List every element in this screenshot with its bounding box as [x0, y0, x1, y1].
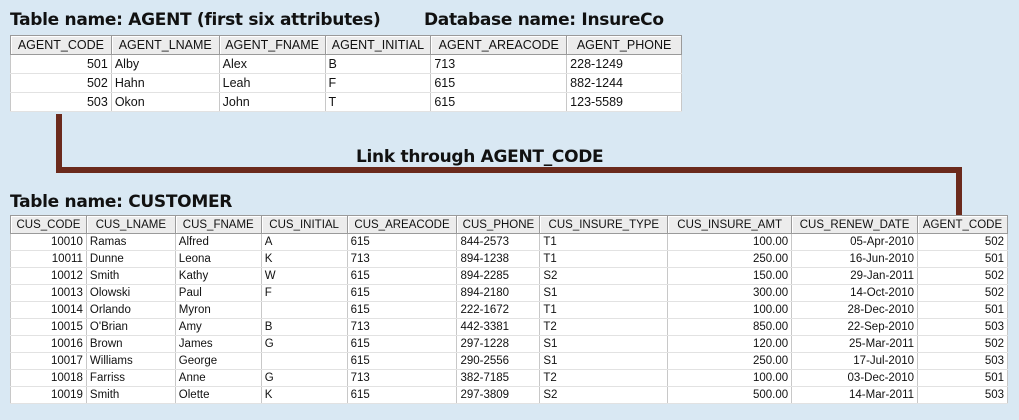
table-cell: Dunne	[86, 251, 175, 268]
table-cell: 10016	[11, 336, 87, 353]
column-header: CUS_CODE	[11, 216, 87, 234]
column-header: CUS_FNAME	[175, 216, 261, 234]
table-cell: 615	[347, 285, 457, 302]
table-cell: 10015	[11, 319, 87, 336]
table-cell: 120.00	[668, 336, 792, 353]
table-cell: Anne	[175, 370, 261, 387]
customer-row	[11, 370, 1008, 387]
column-header: AGENT_AREACODE	[431, 36, 567, 55]
table-cell: 382-7185	[457, 370, 540, 387]
table-cell: 502	[11, 74, 112, 93]
table-cell: 150.00	[668, 268, 792, 285]
database-name-label: Database name: InsureCo	[424, 10, 664, 30]
table-cell: Ramas	[86, 234, 175, 251]
table-cell: S2	[540, 268, 668, 285]
table-cell: 615	[347, 234, 457, 251]
table-cell: S1	[540, 336, 668, 353]
table-cell: B	[261, 319, 347, 336]
table-cell: 502	[918, 336, 1008, 353]
table-cell: 17-Jul-2010	[792, 353, 918, 370]
table-cell: 10011	[11, 251, 87, 268]
column-header: AGENT_CODE	[11, 36, 112, 55]
agent-row	[11, 74, 682, 93]
table-cell: K	[261, 251, 347, 268]
table-cell: S1	[540, 353, 668, 370]
table-cell: T1	[540, 234, 668, 251]
table-cell: 894-1238	[457, 251, 540, 268]
table-cell	[261, 353, 347, 370]
table-cell: 615	[431, 93, 567, 112]
table-cell: 615	[347, 268, 457, 285]
column-header: AGENT_LNAME	[111, 36, 219, 55]
agent-row	[11, 93, 682, 112]
customer-row	[11, 302, 1008, 319]
table-cell: T2	[540, 370, 668, 387]
table-cell: 615	[347, 302, 457, 319]
table-cell: 503	[11, 93, 112, 112]
table-cell: T1	[540, 251, 668, 268]
table-cell: G	[261, 336, 347, 353]
customer-table	[10, 215, 1008, 404]
table-cell: O'Brian	[86, 319, 175, 336]
table-cell: F	[261, 285, 347, 302]
table-cell: 10012	[11, 268, 87, 285]
table-cell: Kathy	[175, 268, 261, 285]
customer-table-body	[11, 234, 1008, 404]
table-cell: 25-Mar-2011	[792, 336, 918, 353]
customer-row	[11, 234, 1008, 251]
table-cell: 14-Oct-2010	[792, 285, 918, 302]
link-line-to-customer	[956, 167, 962, 217]
customer-table-title: Table name: CUSTOMER	[10, 192, 233, 212]
column-header: CUS_INSURE_AMT	[668, 216, 792, 234]
agent-header-row	[11, 36, 682, 55]
table-cell: 502	[918, 268, 1008, 285]
table-cell: 16-Jun-2010	[792, 251, 918, 268]
table-cell: 10017	[11, 353, 87, 370]
table-cell: 123-5589	[567, 93, 682, 112]
table-cell: Williams	[86, 353, 175, 370]
table-cell: 713	[347, 251, 457, 268]
customer-header-row	[11, 216, 1008, 234]
table-cell: Olowski	[86, 285, 175, 302]
table-cell: 250.00	[668, 353, 792, 370]
table-cell: Smith	[86, 387, 175, 404]
table-cell: 297-3809	[457, 387, 540, 404]
column-header: CUS_LNAME	[86, 216, 175, 234]
table-cell: 501	[918, 370, 1008, 387]
table-cell: 501	[918, 302, 1008, 319]
table-cell: T2	[540, 319, 668, 336]
table-cell: 14-Mar-2011	[792, 387, 918, 404]
table-cell: 713	[347, 319, 457, 336]
table-cell: 615	[347, 336, 457, 353]
column-header: AGENT_FNAME	[219, 36, 325, 55]
table-cell: 502	[918, 234, 1008, 251]
table-cell: Amy	[175, 319, 261, 336]
agent-row	[11, 55, 682, 74]
table-cell: 850.00	[668, 319, 792, 336]
column-header: CUS_PHONE	[457, 216, 540, 234]
table-cell	[261, 302, 347, 319]
table-cell: Farriss	[86, 370, 175, 387]
table-cell: 501	[918, 251, 1008, 268]
table-cell: 894-2180	[457, 285, 540, 302]
customer-row	[11, 319, 1008, 336]
table-cell: George	[175, 353, 261, 370]
table-cell: 503	[918, 319, 1008, 336]
customer-row	[11, 387, 1008, 404]
table-cell: 28-Dec-2010	[792, 302, 918, 319]
table-cell: 100.00	[668, 302, 792, 319]
table-cell: Myron	[175, 302, 261, 319]
table-cell: Smith	[86, 268, 175, 285]
table-cell: 297-1228	[457, 336, 540, 353]
customer-row	[11, 251, 1008, 268]
table-cell: 502	[918, 285, 1008, 302]
table-cell: 501	[11, 55, 112, 74]
table-cell: Okon	[111, 93, 219, 112]
column-header: AGENT_CODE	[918, 216, 1008, 234]
table-cell: 500.00	[668, 387, 792, 404]
table-cell: Brown	[86, 336, 175, 353]
table-cell: A	[261, 234, 347, 251]
table-cell: 222-1672	[457, 302, 540, 319]
table-cell: 10018	[11, 370, 87, 387]
link-line-down	[56, 114, 62, 167]
table-cell: 29-Jan-2011	[792, 268, 918, 285]
table-cell: W	[261, 268, 347, 285]
table-cell: Hahn	[111, 74, 219, 93]
column-header: CUS_AREACODE	[347, 216, 457, 234]
table-cell: 503	[918, 387, 1008, 404]
table-cell: Alby	[111, 55, 219, 74]
table-cell: T	[325, 93, 431, 112]
table-cell: 228-1249	[567, 55, 682, 74]
table-cell: 300.00	[668, 285, 792, 302]
table-cell: 22-Sep-2010	[792, 319, 918, 336]
table-cell: 615	[347, 387, 457, 404]
table-cell: 100.00	[668, 234, 792, 251]
table-cell: Olette	[175, 387, 261, 404]
table-cell: Alfred	[175, 234, 261, 251]
agent-table-title: Table name: AGENT (first six attributes)	[10, 10, 381, 30]
table-cell: 10010	[11, 234, 87, 251]
table-cell: John	[219, 93, 325, 112]
table-cell: 250.00	[668, 251, 792, 268]
column-header: CUS_INITIAL	[261, 216, 347, 234]
table-cell: 503	[918, 353, 1008, 370]
table-cell: 442-3381	[457, 319, 540, 336]
column-header: AGENT_PHONE	[567, 36, 682, 55]
customer-row	[11, 336, 1008, 353]
table-cell: Leona	[175, 251, 261, 268]
table-cell: 713	[431, 55, 567, 74]
column-header: CUS_INSURE_TYPE	[540, 216, 668, 234]
table-cell: 100.00	[668, 370, 792, 387]
table-cell: G	[261, 370, 347, 387]
table-cell: Orlando	[86, 302, 175, 319]
table-cell: 615	[431, 74, 567, 93]
customer-row	[11, 268, 1008, 285]
table-cell: B	[325, 55, 431, 74]
table-cell: 10019	[11, 387, 87, 404]
column-header: AGENT_INITIAL	[325, 36, 431, 55]
table-cell: 05-Apr-2010	[792, 234, 918, 251]
customer-row	[11, 353, 1008, 370]
table-cell: Paul	[175, 285, 261, 302]
table-cell: 882-1244	[567, 74, 682, 93]
table-cell: 713	[347, 370, 457, 387]
table-cell: K	[261, 387, 347, 404]
table-cell: 03-Dec-2010	[792, 370, 918, 387]
table-cell: Leah	[219, 74, 325, 93]
table-cell: 615	[347, 353, 457, 370]
table-cell: S2	[540, 387, 668, 404]
link-line-across	[56, 167, 962, 173]
agent-table	[10, 35, 682, 112]
table-cell: 844-2573	[457, 234, 540, 251]
link-label: Link through AGENT_CODE	[356, 147, 604, 167]
table-cell: 894-2285	[457, 268, 540, 285]
column-header: CUS_RENEW_DATE	[792, 216, 918, 234]
table-cell: 10014	[11, 302, 87, 319]
table-cell: S1	[540, 285, 668, 302]
agent-table-body	[11, 55, 682, 112]
table-cell: Alex	[219, 55, 325, 74]
table-cell: James	[175, 336, 261, 353]
table-cell: 290-2556	[457, 353, 540, 370]
table-cell: 10013	[11, 285, 87, 302]
table-cell: F	[325, 74, 431, 93]
table-cell: T1	[540, 302, 668, 319]
customer-row	[11, 285, 1008, 302]
